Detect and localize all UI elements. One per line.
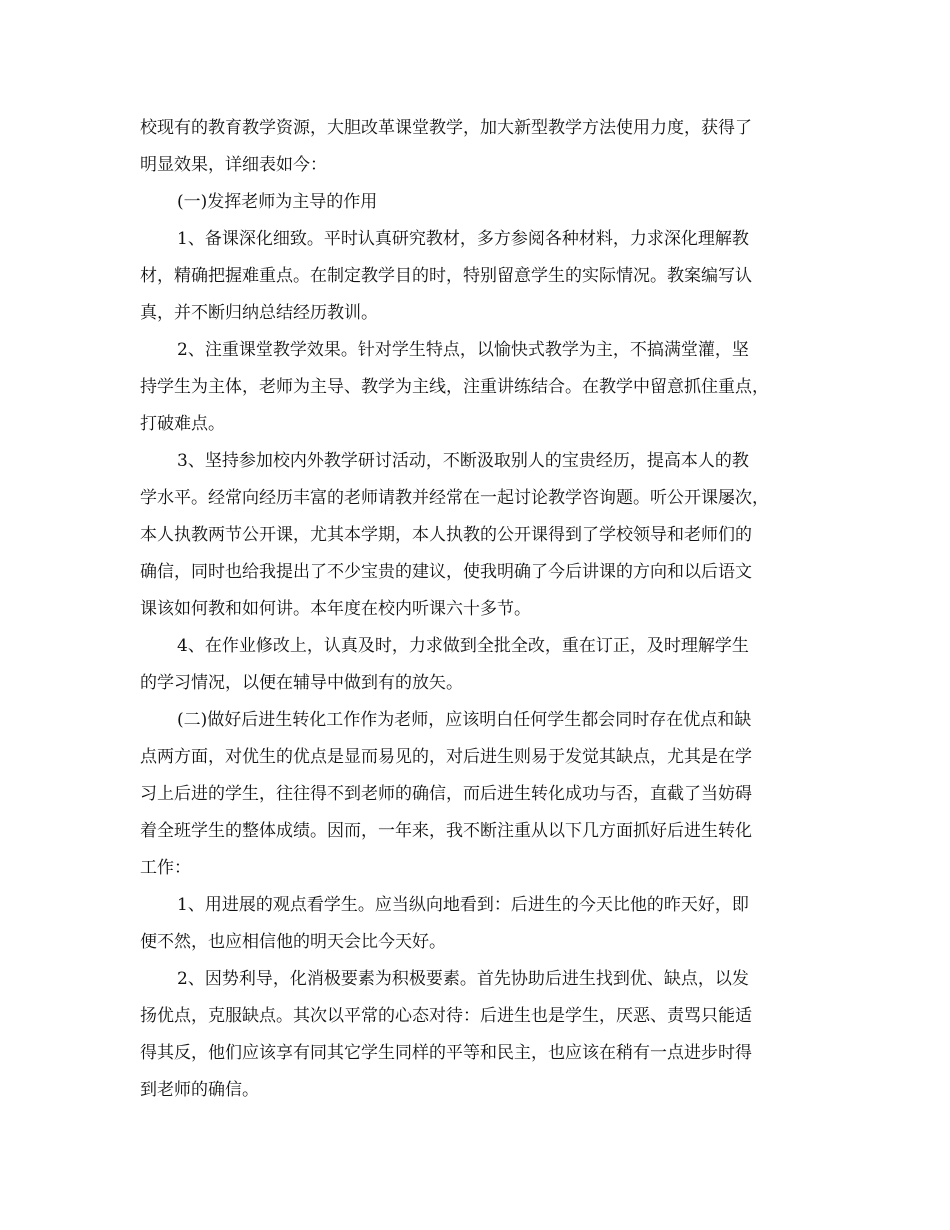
text-line: (一)发挥老师为主导的作用 <box>177 192 378 212</box>
text-line: 确信，同时也给我提出了不少宝贵的建议，使我明确了今后讲课的方向和以后语文 <box>140 562 752 582</box>
document-page <box>140 110 820 1109</box>
text-line: 真，并不断归纳总结经历教训。 <box>140 303 378 323</box>
text-line: 着全班学生的整体成绩。因而，一年来，我不断注重从以下几方面抓好后进生转化 <box>140 821 752 841</box>
text-line: 点两方面，对优生的优点是显而易见的，对后进生则易于发觉其缺点，尤其是在学 <box>140 747 752 767</box>
text-line: 2、因势利导，化消极要素为积极要素。首先协助后进生找到优、缺点，以发 <box>177 969 749 989</box>
text-line: 1、备课深化细致。平时认真研究教材，多方参阅各种材料，力求深化理解教 <box>177 229 749 249</box>
text-line: 工作： <box>140 858 191 878</box>
text-line: 校现有的教育教学资源，大胆改革课堂教学，加大新型教学方法使用力度，获得了 <box>140 118 752 138</box>
text-line: 到老师的确信。 <box>140 1080 259 1100</box>
text-line: 持学生为主体，老师为主导、教学为主线，注重讲练结合。在教学中留意抓住重点， <box>140 377 769 397</box>
text-line: 的学习情况，以便在辅导中做到有的放矢。 <box>140 673 463 693</box>
text-line: 习上后进的学生，往往得不到老师的确信，而后进生转化成功与否，直截了当妨碍 <box>140 784 752 804</box>
text-line: 明显效果，详细表如今： <box>140 155 327 175</box>
text-line: 打破难点。 <box>140 414 225 434</box>
text-line: 2、注重课堂教学效果。针对学生特点，以愉快式教学为主，不搞满堂灌，坚 <box>177 340 749 360</box>
text-line: 学水平。经常向经历丰富的老师请教并经常在一起讨论教学咨询题。听公开课屡次， <box>140 488 769 508</box>
text-line: 1、用进展的观点看学生。应当纵向地看到：后进生的今天比他的昨天好，即 <box>177 895 749 915</box>
text-line: 扬优点，克服缺点。其次以平常的心态对待：后进生也是学生，厌恶、责骂只能适 <box>140 1006 752 1026</box>
text-line: 4、在作业修改上，认真及时，力求做到全批全改，重在订正，及时理解学生 <box>177 636 749 656</box>
text-line: 得其反，他们应该享有同其它学生同样的平等和民主，也应该在稍有一点进步时得 <box>140 1043 752 1063</box>
text-line: 课该如何教和如何讲。本年度在校内听课六十多节。 <box>140 599 531 619</box>
text-line: 本人执教两节公开课，尤其本学期，本人执教的公开课得到了学校领导和老师们的 <box>140 525 752 545</box>
text-line: 3、坚持参加校内外教学研讨活动，不断汲取别人的宝贵经历，提高本人的教 <box>177 451 749 471</box>
text-line: 材，精确把握难重点。在制定教学目的时，特别留意学生的实际情况。教案编写认 <box>140 266 752 286</box>
text-line: (二)做好后进生转化工作作为老师，应该明白任何学生都会同时存在优点和缺 <box>177 710 752 730</box>
text-line: 便不然，也应相信他的明天会比今天好。 <box>140 932 446 952</box>
